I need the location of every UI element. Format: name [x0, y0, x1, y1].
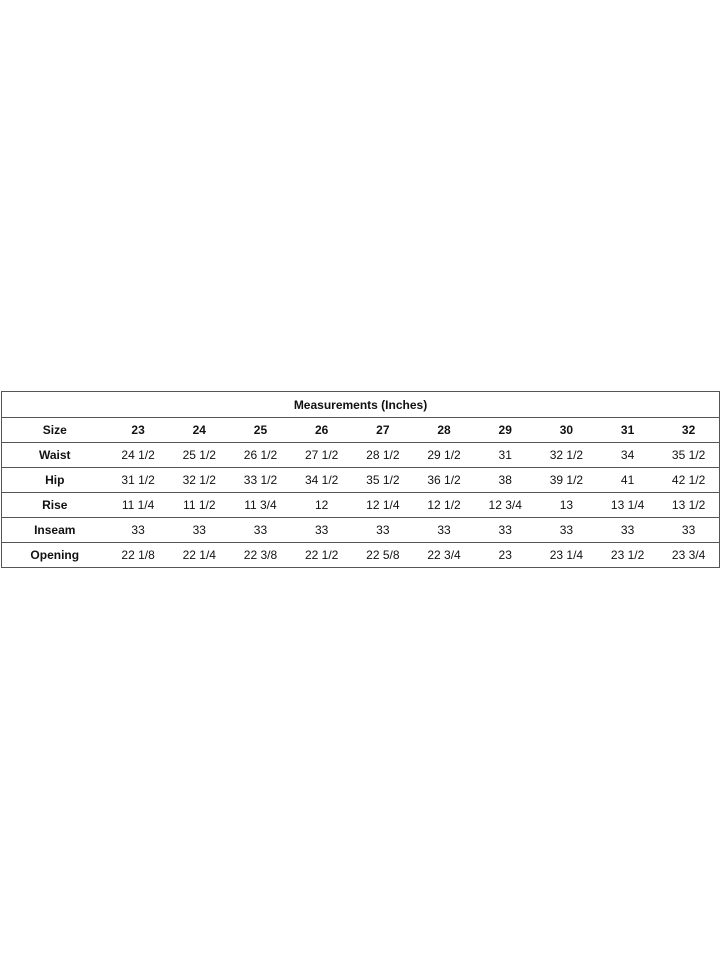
- size-header-row: [2, 418, 720, 443]
- table-row: [2, 543, 720, 568]
- table-cell: 33: [536, 518, 597, 543]
- table-cell: 34: [597, 443, 658, 468]
- table-cell: 28 1/2: [352, 443, 413, 468]
- table-cell: 33: [291, 518, 352, 543]
- table-cell: 13: [536, 493, 597, 518]
- table-cell: 12 1/2: [413, 493, 474, 518]
- size-header-cell: 32: [658, 418, 719, 443]
- table-cell: 12: [291, 493, 352, 518]
- table-cell: 22 3/8: [243, 548, 278, 562]
- table-cell: 27 1/2: [291, 443, 352, 468]
- table-cell: 33: [352, 518, 413, 543]
- row-label: Hip: [2, 468, 108, 493]
- table-cell: 22 5/8: [366, 548, 400, 562]
- table-cell: 13 1/2: [658, 493, 719, 518]
- table-cell: 33: [413, 518, 474, 543]
- table-cell: 12 1/4: [352, 493, 413, 518]
- table-row: [2, 443, 720, 468]
- table-cell: 41: [597, 468, 658, 493]
- table-cell: 22 1/8: [121, 548, 155, 562]
- table-cell: 25 1/2: [169, 443, 230, 468]
- table-cell: 33: [658, 518, 719, 543]
- size-header-cell: 31: [597, 418, 658, 443]
- table-cell: 32 1/2: [536, 443, 597, 468]
- size-header-cell: 27: [352, 418, 413, 443]
- table-cell: 36 1/2: [413, 468, 474, 493]
- table-cell: 23: [498, 548, 512, 562]
- table-cell: 11 1/4: [108, 493, 169, 518]
- table-cell: 13 1/4: [597, 493, 658, 518]
- table-cell: 31 1/2: [108, 468, 169, 493]
- row-label: Rise: [2, 493, 108, 518]
- table-cell: 29 1/2: [413, 443, 474, 468]
- table-cell: 22 1/4: [182, 548, 216, 562]
- table-cell: 22 3/4: [427, 548, 461, 562]
- table-cell: 42 1/2: [658, 468, 719, 493]
- table-cell: 31: [475, 443, 536, 468]
- table-cell: 32 1/2: [169, 468, 230, 493]
- table-cell: 24 1/2: [108, 443, 169, 468]
- size-header-cell: 23: [108, 418, 169, 443]
- table-cell: 33: [230, 518, 291, 543]
- table-cell: 39 1/2: [536, 468, 597, 493]
- size-header-cell: 25: [230, 418, 291, 443]
- table-cell: 23 3/4: [671, 548, 706, 562]
- table-cell: 33 1/2: [230, 468, 291, 493]
- row-label: Waist: [2, 443, 108, 468]
- table-cell: 33: [108, 518, 169, 543]
- table-cell: 11 1/2: [169, 493, 230, 518]
- table-cell: 35 1/2: [658, 443, 719, 468]
- size-header-cell: 30: [536, 418, 597, 443]
- size-header-cell: 24: [169, 418, 230, 443]
- size-header-cell: 26: [291, 418, 352, 443]
- table-row: [2, 518, 720, 543]
- table-cell: 22 1/2: [304, 548, 339, 562]
- table-cell: 12 3/4: [475, 493, 536, 518]
- table-cell: 33: [169, 518, 230, 543]
- table-cell: 38: [475, 468, 536, 493]
- row-label: Inseam: [2, 518, 108, 543]
- table-cell: 33: [475, 518, 536, 543]
- table-cell: 23 1/4: [549, 548, 584, 562]
- table-cell: 11 3/4: [230, 493, 291, 518]
- table-cell: 33: [597, 518, 658, 543]
- table-row: [2, 468, 720, 493]
- size-header-label: Size: [2, 418, 108, 443]
- table-cell: 34 1/2: [291, 468, 352, 493]
- table-cell: 35 1/2: [352, 468, 413, 493]
- measurements-table: [1, 391, 720, 568]
- table-cell: 26 1/2: [230, 443, 291, 468]
- table-cell: 23 1/2: [610, 548, 645, 562]
- table-title: Measurements (Inches): [2, 392, 720, 418]
- table-row: [2, 493, 720, 518]
- size-header-cell: 28: [413, 418, 474, 443]
- size-header-cell: 29: [475, 418, 536, 443]
- row-label: Opening: [30, 548, 80, 562]
